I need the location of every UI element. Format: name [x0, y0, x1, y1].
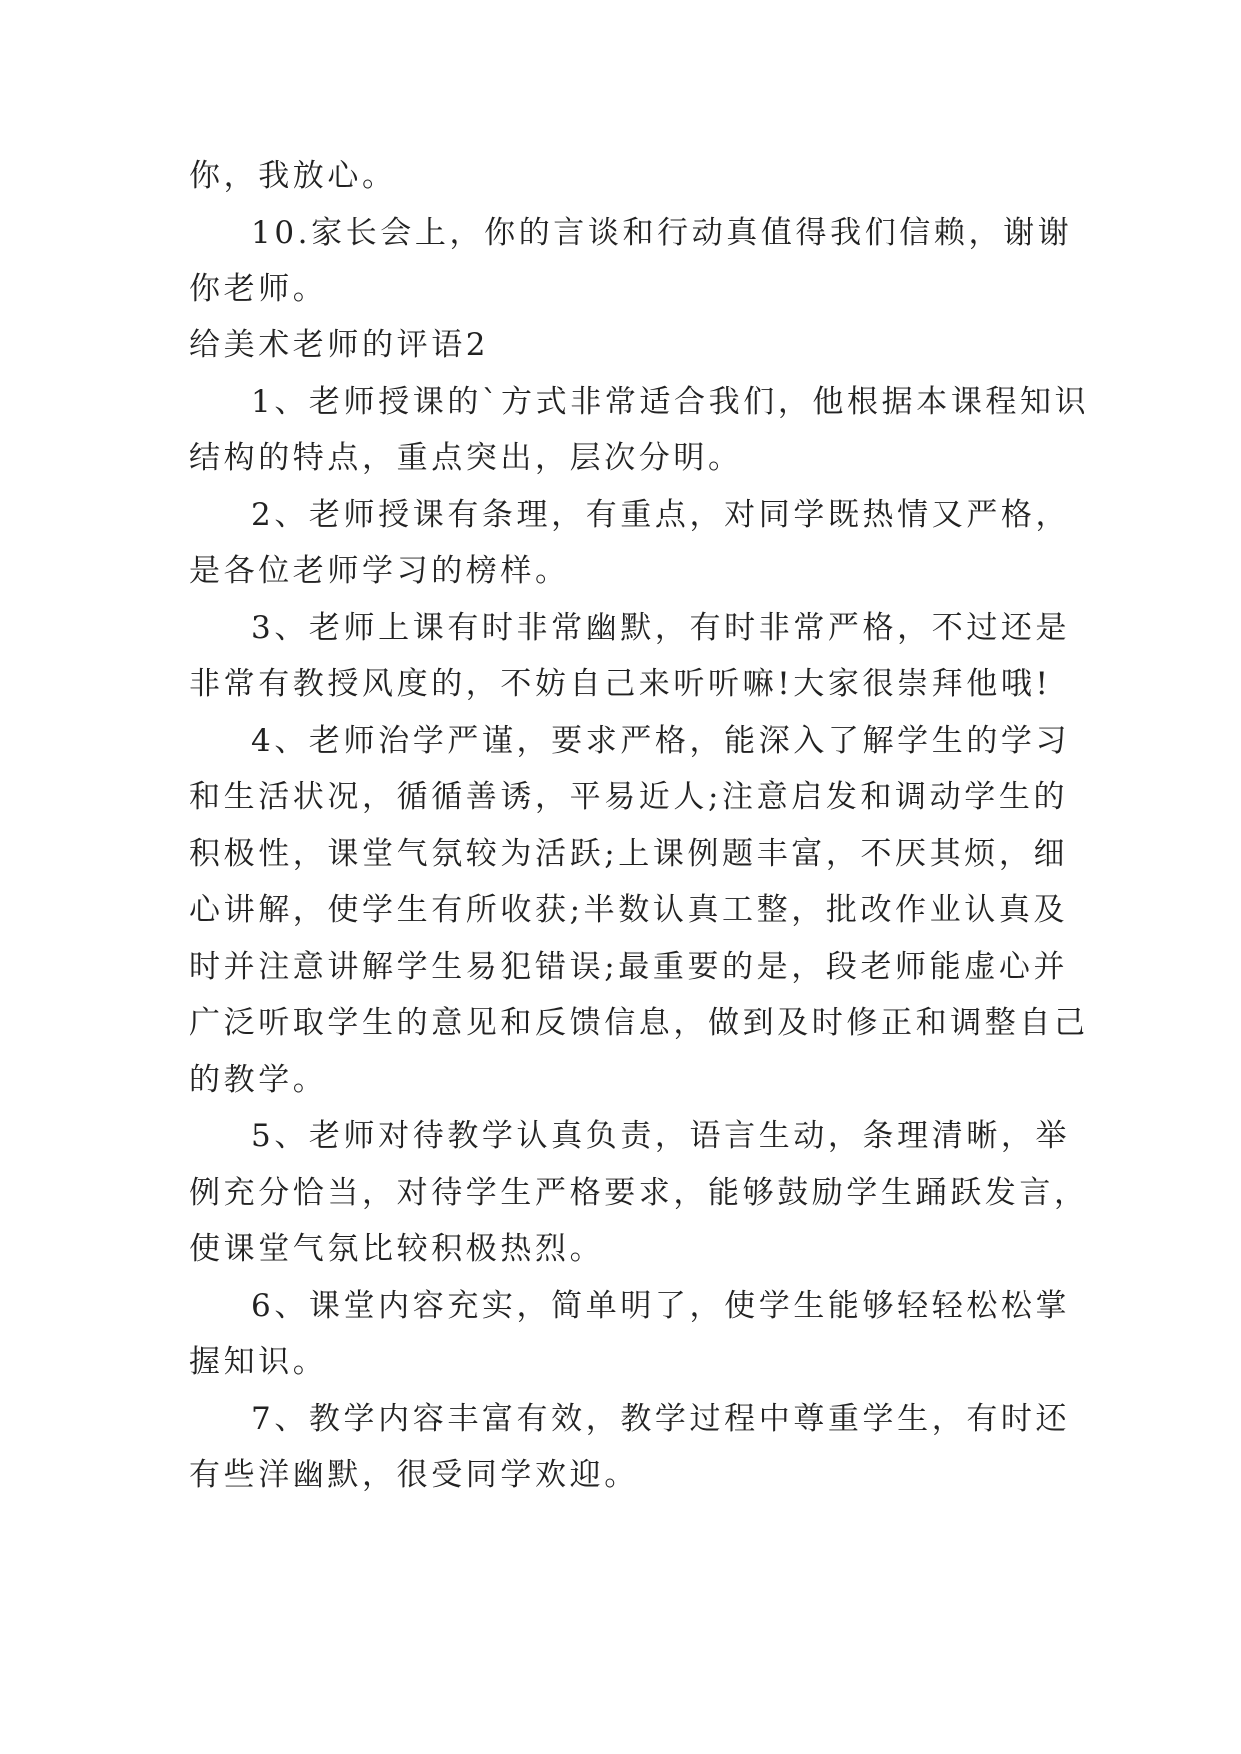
text-line: 非常有教授风度的，不妨自己来听听嘛!大家很崇拜他哦!: [189, 666, 1052, 702]
text-line: 的教学。: [189, 1062, 328, 1098]
text-line: 5、老师对待教学认真负责，语言生动，条理清晰，举: [251, 1118, 1071, 1154]
text-line: 6、课堂内容充实，简单明了，使学生能够轻轻松松掌: [251, 1288, 1071, 1324]
text-line: 是各位老师学习的榜样。: [189, 553, 570, 589]
text-line: 广泛听取学生的意见和反馈信息，做到及时修正和调整自己: [189, 1005, 1089, 1041]
text-line: 结构的特点，重点突出，层次分明。: [189, 440, 743, 476]
text-line: 使课堂气氛比较积极热烈。: [189, 1231, 605, 1267]
text-line: 2、老师授课有条理，有重点，对同学既热情又严格，: [251, 497, 1071, 533]
text-line: 7、教学内容丰富有效，教学过程中尊重学生，有时还: [251, 1401, 1071, 1437]
text-line: 3、老师上课有时非常幽默，有时非常严格，不过还是: [251, 610, 1071, 646]
text-line: 4、老师治学严谨，要求严格，能深入了解学生的学习: [251, 723, 1071, 759]
text-line: 时并注意讲解学生易犯错误;最重要的是，段老师能虚心并: [189, 949, 1069, 985]
section-heading: 给美术老师的评语2: [189, 327, 490, 363]
text-line: 你，我放心。: [189, 158, 397, 194]
text-line: 你老师。: [189, 271, 328, 307]
text-line: 例充分恰当，对待学生严格要求，能够鼓励学生踊跃发言，: [189, 1175, 1089, 1211]
text-line: 有些洋幽默，很受同学欢迎。: [189, 1457, 639, 1493]
text-line: 1、老师授课的`方式非常适合我们，他根据本课程知识: [251, 384, 1090, 420]
text-line: 积极性，课堂气氛较为活跃;上课例题丰富，不厌其烦，细: [189, 836, 1069, 872]
text-line: 握知识。: [189, 1344, 328, 1380]
text-line: 10.家长会上，你的言谈和行动真值得我们信赖，谢谢: [251, 215, 1073, 251]
text-line: 和生活状况，循循善诱，平易近人;注意启发和调动学生的: [189, 779, 1069, 815]
text-line: 心讲解，使学生有所收获;半数认真工整，批改作业认真及: [189, 892, 1069, 928]
